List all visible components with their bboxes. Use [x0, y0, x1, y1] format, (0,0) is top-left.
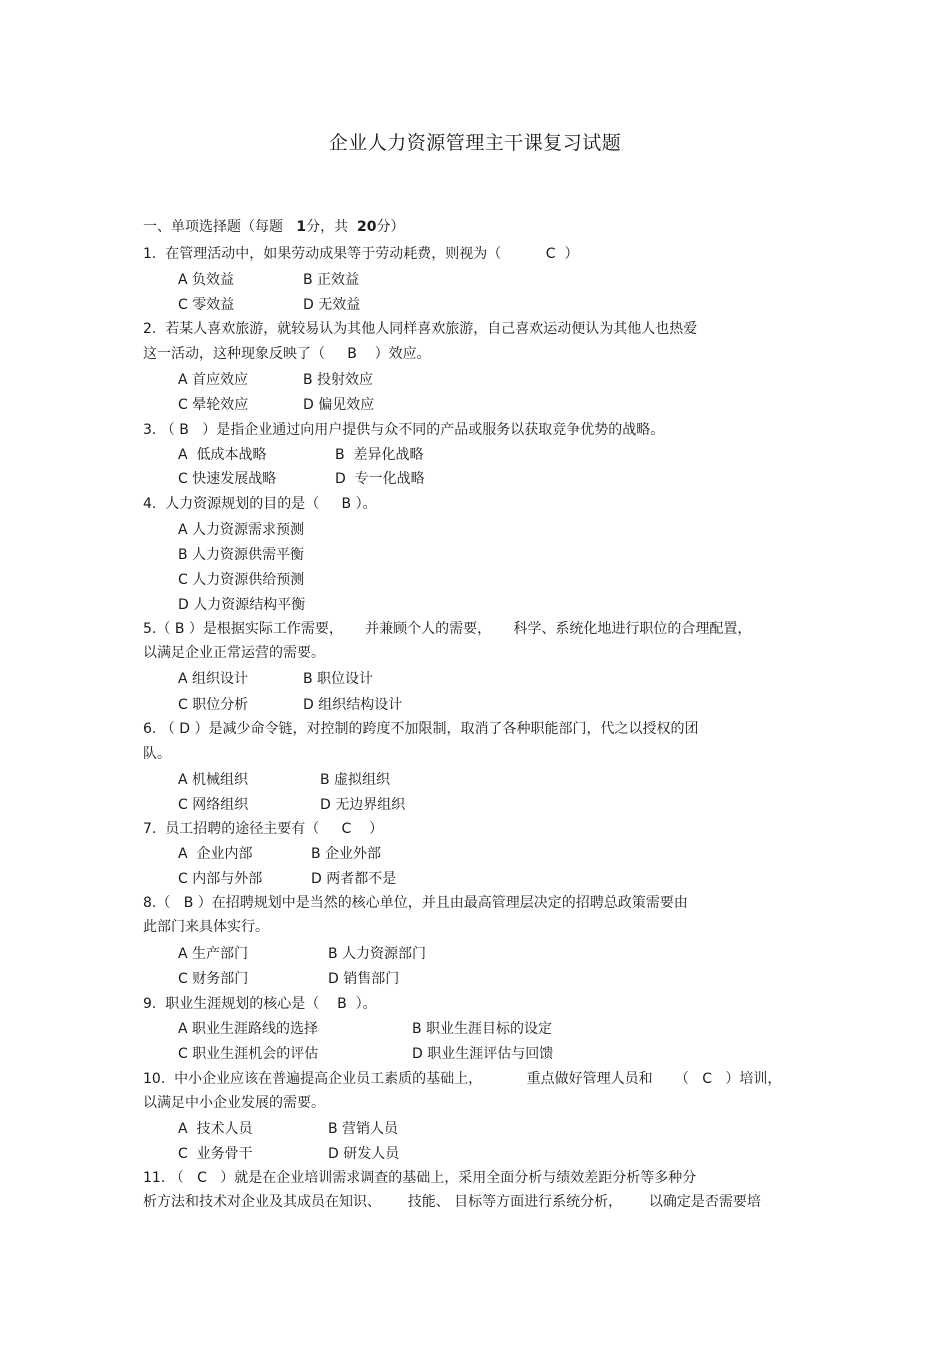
answer-9: B: [337, 996, 347, 1012]
answer-11: C: [197, 1170, 207, 1186]
option-2b: B 投射效应: [303, 372, 374, 388]
option-10c: C 业务骨干: [178, 1146, 253, 1162]
option-8d: D 销售部门: [328, 971, 400, 987]
answer-6: D: [179, 721, 191, 737]
option-2a: A 首应效应: [178, 372, 249, 388]
option-8c: C 财务部门: [178, 971, 249, 987]
option-5a: A 组织设计: [178, 671, 249, 687]
option-10b: B 营销人员: [328, 1121, 399, 1137]
question-2-line-2: 这一活动，这种现象反映了（ B ）效应。: [143, 346, 431, 362]
option-2c: C 晕轮效应: [178, 397, 249, 413]
option-1a: A 负效益: [178, 272, 235, 288]
option-9a: A 职业生涯路线的选择: [178, 1021, 319, 1037]
answer-7: C: [341, 821, 352, 837]
option-9c: C 职业生涯机会的评估: [178, 1046, 319, 1062]
option-7c: C 内部与外部: [178, 871, 263, 887]
option-8a: A 生产部门: [178, 946, 249, 962]
question-11: 11. （ C ）就是在企业培训需求调查的基础上，采用全面分析与绩效差距分析等多种分: [143, 1170, 697, 1186]
option-2d: D 偏见效应: [303, 397, 375, 413]
document-title: 企业人力资源管理主干课复习试题: [328, 132, 622, 154]
question-4: 4. 人力资源规划的目的是（ B ）。: [143, 496, 377, 512]
answer-8: B: [183, 895, 194, 911]
option-10a: A 技术人员: [178, 1121, 253, 1137]
option-6b: B 虚拟组织: [320, 772, 391, 788]
question-8: 8.（ B ）在招聘规划中是当然的核心单位，并且由最高管理层决定的招聘总政策需要由: [143, 895, 688, 911]
option-9b: B 职业生涯目标的设定: [412, 1021, 553, 1037]
answer-10: C: [702, 1071, 713, 1087]
option-1b: B 正效益: [303, 272, 360, 288]
option-5c: C 职位分析: [178, 697, 249, 713]
answer-4: B: [341, 496, 352, 512]
option-4a: A 人力资源需求预测: [178, 522, 305, 538]
question-11-line-2: 析方法和技术对企业及其成员在知识、 技能、 目标等方面进行系统分析， 以确定是否需要培: [143, 1194, 761, 1210]
section-heading: 一、单项选择题（每题 1分，共 20分）: [143, 219, 405, 235]
option-7b: B 企业外部: [311, 846, 382, 862]
option-6d: D 无边界组织: [320, 797, 406, 813]
question-7: 7. 员工招聘的途径主要有（ C ）: [143, 821, 384, 837]
option-7a: A 企业内部: [178, 846, 253, 862]
question-3: 3. （ B ）是指企业通过向用户提供与众不同的产品或服务以获取竞争优势的战略。: [143, 422, 665, 438]
question-2: 2. 若某人喜欢旅游，就较易认为其他人同样喜欢旅游，自己喜欢运动便认为其他人也热爱: [143, 321, 698, 337]
option-8b: B 人力资源部门: [328, 946, 427, 962]
option-5b: B 职位设计: [303, 671, 374, 687]
answer-3: B: [179, 422, 189, 438]
option-6a: A 机械组织: [178, 772, 249, 788]
answer-5: B: [174, 621, 185, 637]
option-1c: C 零效益: [178, 297, 235, 313]
question-9: 9. 职业生涯规划的核心是（ B ）。: [143, 996, 377, 1012]
option-5d: D 组织结构设计: [303, 697, 403, 713]
option-4b: B 人力资源供需平衡: [178, 547, 305, 563]
option-6c: C 网络组织: [178, 797, 249, 813]
option-3c: C 快速发展战略: [178, 471, 277, 487]
question-6-line-2: 队。: [143, 746, 171, 762]
answer-1: C: [545, 246, 556, 262]
option-3b: B 差异化战略: [335, 447, 424, 463]
option-7d: D 两者都不是: [311, 871, 397, 887]
option-4c: C 人力资源供给预测: [178, 572, 305, 588]
option-4d: D 人力资源结构平衡: [178, 597, 306, 613]
question-6: 6. （ D ）是减少命令链，对控制的跨度不加限制，取消了各种职能部门，代之以授权的团: [143, 721, 699, 737]
option-10d: D 研发人员: [328, 1146, 400, 1162]
option-9d: D 职业生涯评估与回馈: [412, 1046, 554, 1062]
option-3d: D 专一化战略: [335, 471, 425, 487]
question-1: 1. 在管理活动中，如果劳动成果等于劳动耗费，则视为（ C ）: [143, 246, 579, 262]
question-5-line-2: 以满足企业正常运营的需要。: [143, 645, 325, 661]
option-3a: A 低成本战略: [178, 447, 267, 463]
answer-2: B: [347, 346, 357, 362]
question-10-line-2: 以满足中小企业发展的需要。: [143, 1095, 325, 1111]
question-10: 10. 中小企业应该在普遍提高企业员工素质的基础上， 重点做好管理人员和 （ C ）培训，: [143, 1071, 782, 1087]
question-8-line-2: 此部门来具体实行。: [143, 919, 269, 935]
option-1d: D 无效益: [303, 297, 361, 313]
question-5: 5.（ B ）是根据实际工作需要， 并兼顾个人的需要， 科学、系统化地进行职位的合理配置，: [143, 621, 752, 637]
